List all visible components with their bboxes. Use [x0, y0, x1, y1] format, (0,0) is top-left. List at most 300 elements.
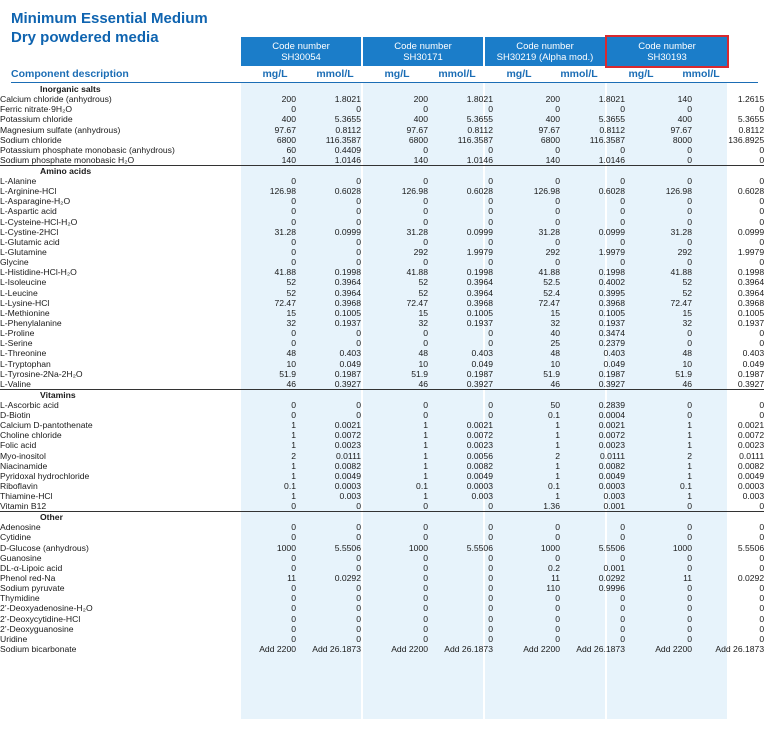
value-cell: 140	[413, 154, 428, 165]
value-cell: 10	[550, 358, 560, 369]
value-cell: 292	[677, 247, 692, 258]
value-cell: 0	[423, 562, 428, 573]
component-name: L-Valine	[0, 378, 31, 389]
value-cell: 116.3587	[325, 134, 361, 145]
component-name: L-Phenylalanine	[0, 318, 62, 329]
code-number: SH30054	[281, 52, 321, 63]
value-cell: 0	[423, 236, 428, 247]
value-cell: 0	[687, 532, 692, 543]
value-cell: 0.1	[284, 480, 296, 491]
value-cell: 15	[418, 307, 428, 318]
component-name: Riboflavin	[0, 480, 38, 491]
value-cell: 400	[281, 114, 296, 125]
value-cell: 0	[555, 522, 560, 533]
value-cell: 0	[356, 410, 361, 420]
value-cell: 0	[488, 257, 493, 268]
value-cell: 0.003	[471, 491, 493, 502]
value-cell: 0.8112	[467, 124, 493, 135]
value-cell: 0	[356, 593, 361, 604]
table-body	[0, 84, 764, 654]
table-row	[0, 420, 764, 430]
value-cell: 0	[423, 501, 428, 512]
value-cell: 0	[555, 144, 560, 155]
value-cell: 1	[423, 450, 428, 461]
table-row	[0, 481, 764, 491]
table-row	[0, 206, 764, 216]
table-row	[0, 501, 764, 512]
value-cell: 0.0021	[737, 420, 764, 431]
value-cell: 0.6028	[598, 186, 625, 197]
table-row	[0, 227, 764, 237]
value-cell: Add 26.1873	[312, 643, 361, 654]
value-cell: 0	[488, 501, 493, 512]
value-cell: 0	[620, 176, 625, 187]
value-cell: 0	[291, 562, 296, 573]
value-cell: 0.1937	[466, 318, 493, 329]
value-cell: 0	[687, 328, 692, 339]
table-row	[0, 573, 764, 583]
value-cell: 0	[488, 338, 493, 349]
value-cell: 0	[488, 328, 493, 339]
value-cell: 0.0111	[335, 450, 361, 461]
value-cell: 0	[356, 216, 361, 227]
section-header	[0, 389, 764, 400]
value-cell: 0	[423, 633, 428, 644]
table-row	[0, 145, 764, 155]
value-cell: 0	[291, 583, 296, 594]
value-cell: 97.67	[670, 124, 692, 135]
value-cell: 0.049	[471, 358, 493, 369]
value-cell: 41.88	[274, 267, 296, 278]
table-row	[0, 155, 764, 166]
value-cell: 200	[281, 94, 296, 105]
value-cell: 0	[291, 176, 296, 187]
value-cell: 0.049	[603, 358, 625, 369]
value-cell: 0	[488, 613, 493, 624]
value-cell: 46	[550, 378, 560, 389]
value-cell: 0.4409	[334, 144, 361, 155]
value-cell: 0.8112	[335, 124, 361, 135]
value-cell: 0	[356, 633, 361, 644]
value-cell: Add 26.1873	[576, 643, 625, 654]
value-cell: 0.3964	[334, 287, 361, 298]
value-cell: 0.8112	[599, 124, 625, 135]
value-cell: 0	[687, 501, 692, 512]
value-cell: 0	[423, 583, 428, 594]
component-name: Folic acid	[0, 440, 37, 451]
value-cell: 0.1005	[598, 307, 625, 318]
table-row	[0, 114, 764, 124]
value-cell: 2	[291, 450, 296, 461]
value-cell: 1	[687, 440, 692, 451]
table-row	[0, 277, 764, 287]
value-cell: 0	[291, 532, 296, 543]
value-cell: 31.28	[406, 226, 428, 237]
table-row	[0, 583, 764, 593]
value-cell: 140	[545, 154, 560, 165]
value-cell: 5.3655	[598, 114, 625, 125]
value-cell: 0	[759, 522, 764, 533]
value-cell: 52	[418, 287, 428, 298]
value-cell: 0	[555, 593, 560, 604]
value-cell: 0	[759, 338, 764, 349]
value-cell: 0	[687, 613, 692, 624]
value-cell: 116.3587	[457, 134, 493, 145]
value-cell: 0.1	[680, 480, 692, 491]
value-cell: 52	[682, 287, 692, 298]
value-cell: 0	[687, 593, 692, 604]
table-row	[0, 471, 764, 481]
table-row	[0, 125, 764, 135]
value-cell: 0.6028	[334, 186, 361, 197]
value-cell: 0.3968	[737, 297, 764, 308]
value-cell: 0	[356, 613, 361, 624]
value-cell: 0	[555, 176, 560, 187]
value-cell: 0.0292	[334, 572, 361, 583]
value-cell: 0.3964	[466, 287, 493, 298]
value-cell: Add 2200	[523, 643, 560, 654]
value-cell: 0	[488, 623, 493, 634]
value-cell: 0.3964	[466, 277, 493, 288]
value-cell: 11	[287, 572, 296, 583]
value-cell: 0.0049	[737, 470, 764, 481]
value-cell: 0	[687, 410, 692, 420]
component-name: Pyridoxal hydrochloride	[0, 470, 90, 481]
value-cell: 110	[546, 583, 560, 594]
component-name: Calcium chloride (anhydrous)	[0, 94, 112, 105]
value-cell: 0	[759, 196, 764, 207]
value-cell: 140	[281, 154, 296, 165]
value-cell: 0	[620, 552, 625, 563]
value-cell: 0	[687, 196, 692, 207]
value-cell: 0.0021	[334, 420, 361, 431]
value-cell: 0.003	[742, 491, 764, 502]
value-cell: 0	[423, 522, 428, 533]
value-cell: 0	[488, 399, 493, 410]
value-cell: 46	[682, 378, 692, 389]
value-cell: 0	[555, 603, 560, 614]
value-cell: 1	[687, 430, 692, 441]
value-cell: 0	[687, 583, 692, 594]
value-cell: 0	[356, 247, 361, 258]
value-cell: 0.3968	[334, 297, 361, 308]
code-header-3	[485, 37, 605, 66]
value-cell: Add 2200	[655, 643, 692, 654]
value-cell: 0	[555, 257, 560, 268]
value-cell: 0.403	[471, 348, 493, 359]
component-name: Cytidine	[0, 532, 32, 543]
value-cell: 0	[356, 583, 361, 594]
value-cell: 0.6028	[466, 186, 493, 197]
section-header	[0, 512, 764, 523]
unit-label: mmol/L	[316, 68, 354, 80]
value-cell: 0	[555, 532, 560, 543]
component-name: Guanosine	[0, 552, 42, 563]
value-cell: 400	[545, 114, 560, 125]
table-row	[0, 410, 764, 420]
value-cell: 0	[488, 236, 493, 247]
value-cell: 0.1005	[466, 307, 493, 318]
value-cell: 0	[291, 593, 296, 604]
value-cell: 0.0999	[334, 226, 361, 237]
value-cell: 0.3927	[737, 378, 764, 389]
value-cell: 0	[356, 328, 361, 339]
table-row	[0, 135, 764, 145]
value-cell: 0.403	[339, 348, 361, 359]
value-cell: 6800	[408, 134, 428, 145]
value-cell: 292	[545, 247, 560, 258]
value-cell: 46	[286, 378, 296, 389]
value-cell: 1	[423, 491, 428, 502]
value-cell: 1	[423, 470, 428, 481]
value-cell: 116.3587	[589, 134, 625, 145]
component-name: Thymidine	[0, 593, 40, 604]
value-cell: 136.8925	[728, 134, 764, 145]
value-cell: 0.049	[742, 358, 764, 369]
component-name: L-Tyrosine-2Na-2H₂O	[0, 368, 83, 379]
value-cell: 1	[291, 440, 296, 451]
value-cell: 0.1998	[334, 267, 361, 278]
value-cell: 0	[759, 176, 764, 187]
value-cell: 1	[423, 440, 428, 451]
component-name: Ferric nitrate·9H₂O	[0, 104, 73, 115]
value-cell: 0	[291, 247, 296, 258]
value-cell: 1	[555, 491, 560, 502]
value-cell: 0	[687, 216, 692, 227]
value-cell: 97.67	[274, 124, 296, 135]
value-cell: Add 26.1873	[444, 643, 493, 654]
value-cell: 0	[291, 501, 296, 512]
value-cell: 25	[550, 338, 560, 349]
value-cell: 0.1987	[737, 368, 764, 379]
value-cell: 0	[356, 257, 361, 268]
value-cell: 0.0999	[598, 226, 625, 237]
value-cell: 1	[423, 420, 428, 431]
component-name: L-Ascorbic acid	[0, 399, 59, 410]
code-label: Code number	[394, 41, 452, 52]
value-cell: Add 2200	[391, 643, 428, 654]
unit-label: mg/L	[506, 68, 532, 80]
value-cell: 0	[423, 144, 428, 155]
value-cell: 0	[356, 501, 361, 512]
component-name: 2’-Deoxycytidine-HCl	[0, 613, 81, 624]
value-cell: 0	[356, 623, 361, 634]
title-line-1: Minimum Essential Medium	[11, 10, 208, 27]
value-cell: 10	[286, 358, 296, 369]
value-cell: 0	[356, 522, 361, 533]
value-cell: 5.5506	[466, 542, 493, 553]
value-cell: 0	[555, 552, 560, 563]
table-row	[0, 593, 764, 603]
value-cell: 0	[356, 176, 361, 187]
value-cell: 51.9	[543, 368, 560, 379]
code-note: (Alpha mod.)	[538, 52, 594, 63]
component-name: Potassium phosphate monobasic (anhydrous)	[0, 144, 175, 155]
value-cell: 0.403	[742, 348, 764, 359]
component-name: DL-α-Lipoic acid	[0, 562, 63, 573]
value-cell: 0.3964	[737, 277, 764, 288]
table-row	[0, 328, 764, 338]
component-name: Sodium phosphate monobasic H₂O	[0, 154, 135, 165]
value-cell: 1.8021	[334, 94, 361, 105]
value-cell: 1.9979	[466, 247, 493, 258]
value-cell: 97.67	[406, 124, 428, 135]
value-cell: 0	[620, 613, 625, 624]
value-cell: 0	[488, 196, 493, 207]
value-cell: 1.8021	[466, 94, 493, 105]
component-name: L-Glutamine	[0, 247, 47, 258]
component-name: L-Arginine-HCl	[0, 186, 57, 197]
value-cell: 0	[291, 257, 296, 268]
code-number: SH30193	[647, 52, 687, 63]
value-cell: 1	[423, 460, 428, 471]
value-cell: 52	[286, 287, 296, 298]
code-label: Code number	[516, 41, 574, 52]
value-cell: 0	[291, 216, 296, 227]
value-cell: 1	[555, 430, 560, 441]
value-cell: 48	[682, 348, 692, 359]
table-row	[0, 94, 764, 104]
code-label: Code number	[638, 41, 696, 52]
value-cell: 0.0082	[466, 460, 493, 471]
value-cell: 1	[555, 440, 560, 451]
table-row	[0, 624, 764, 634]
value-cell: 0	[291, 623, 296, 634]
value-cell: 0	[620, 216, 625, 227]
value-cell: 0.1937	[737, 318, 764, 329]
value-cell: 0	[759, 552, 764, 563]
value-cell: 0	[620, 144, 625, 155]
table-row	[0, 369, 764, 379]
value-cell: 0	[356, 532, 361, 543]
value-cell: 0	[759, 236, 764, 247]
value-cell: 97.67	[538, 124, 560, 135]
value-cell: 0.0082	[737, 460, 764, 471]
component-name: Sodium pyruvate	[0, 583, 65, 594]
value-cell: 52.5	[543, 277, 560, 288]
value-cell: 0	[423, 572, 428, 583]
code-label: Code number	[272, 41, 330, 52]
value-cell: 0	[687, 176, 692, 187]
value-cell: 0	[291, 236, 296, 247]
value-cell: 0	[423, 532, 428, 543]
value-cell: 0	[291, 410, 296, 420]
value-cell: 0.1937	[334, 318, 361, 329]
value-cell: 0.0111	[599, 450, 625, 461]
value-cell: 0	[291, 552, 296, 563]
table-row	[0, 563, 764, 573]
value-cell: 0	[555, 196, 560, 207]
value-cell: 0	[687, 144, 692, 155]
value-cell: 0	[555, 613, 560, 624]
value-cell: 1	[555, 470, 560, 481]
component-name: L-Leucine	[0, 287, 38, 298]
value-cell: 72.47	[274, 297, 296, 308]
value-cell: 0.0004	[598, 410, 625, 420]
value-cell: 0.1987	[598, 368, 625, 379]
value-cell: 5.3655	[737, 114, 764, 125]
value-cell: 0	[555, 623, 560, 634]
table-row	[0, 359, 764, 369]
value-cell: 0	[488, 532, 493, 543]
value-cell: 0.0049	[466, 470, 493, 481]
value-cell: 1.8021	[598, 94, 625, 105]
section-title: Vitamins	[0, 389, 764, 400]
value-cell: 0	[291, 328, 296, 339]
unit-label: mmol/L	[682, 68, 720, 80]
value-cell: 41.88	[406, 267, 428, 278]
value-cell: 8000	[672, 134, 692, 145]
value-cell: 1	[687, 420, 692, 431]
value-cell: 0	[291, 613, 296, 624]
value-cell: 0.6028	[737, 186, 764, 197]
value-cell: 31.28	[670, 226, 692, 237]
component-name: D-Glucose (anhydrous)	[0, 542, 89, 553]
value-cell: 0.1937	[598, 318, 625, 329]
value-cell: 1	[687, 470, 692, 481]
component-name: Myo-inositol	[0, 450, 46, 461]
value-cell: 0.1005	[737, 307, 764, 318]
value-cell: 126.98	[401, 186, 428, 197]
value-cell: 0	[423, 176, 428, 187]
value-cell: 0	[620, 603, 625, 614]
value-cell: 1.2615	[737, 94, 764, 105]
value-cell: 0	[488, 104, 493, 115]
value-cell: 0	[291, 399, 296, 410]
code-number: SH30171	[403, 52, 443, 63]
value-cell: 126.98	[533, 186, 560, 197]
table-row	[0, 400, 764, 410]
value-cell: 6800	[540, 134, 560, 145]
value-cell: 31.28	[274, 226, 296, 237]
value-cell: 0	[759, 154, 764, 165]
value-cell: 0.0056	[466, 450, 493, 461]
value-cell: 0	[488, 633, 493, 644]
value-cell: 0	[356, 196, 361, 207]
component-name: Vitamin B12	[0, 501, 47, 512]
value-cell: 0	[759, 104, 764, 115]
value-cell: 0.1	[416, 480, 428, 491]
composition-table	[0, 84, 764, 654]
value-cell: 15	[550, 307, 560, 318]
value-cell: 0	[555, 236, 560, 247]
value-cell: 41.88	[538, 267, 560, 278]
value-cell: 0	[488, 562, 493, 573]
table-row	[0, 553, 764, 563]
component-name: L-Proline	[0, 328, 35, 339]
table-row	[0, 348, 764, 358]
value-cell: 0	[423, 399, 428, 410]
value-cell: 0	[488, 583, 493, 594]
value-cell: 72.47	[406, 297, 428, 308]
component-name: Phenol red-Na	[0, 572, 56, 583]
value-cell: 51.9	[279, 368, 296, 379]
component-name: Uridine	[0, 633, 28, 644]
value-cell: 0.0003	[466, 480, 493, 491]
value-cell: 0	[488, 572, 493, 583]
value-cell: 0.3995	[598, 287, 625, 298]
value-cell: 0	[687, 338, 692, 349]
table-row	[0, 104, 764, 114]
value-cell: 1.0146	[466, 154, 493, 165]
value-cell: 51.9	[411, 368, 428, 379]
section-title: Other	[0, 512, 764, 523]
value-cell: 5.3655	[334, 114, 361, 125]
value-cell: 0.2839	[598, 399, 625, 410]
value-cell: 0	[423, 104, 428, 115]
value-cell: 1	[291, 430, 296, 441]
value-cell: 0	[423, 613, 428, 624]
